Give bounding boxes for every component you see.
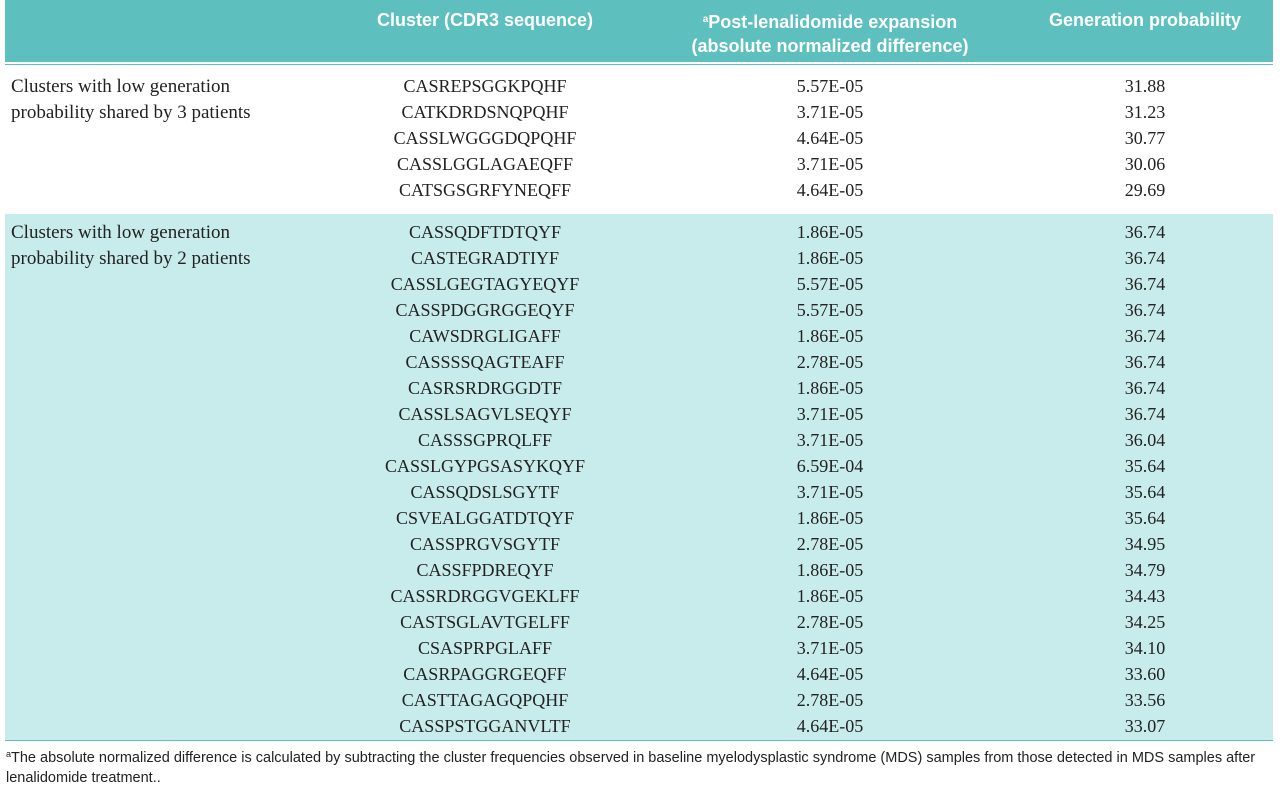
cell-generation: 35.64 <box>1124 482 1166 502</box>
table-row <box>5 454 1273 480</box>
table-row <box>5 714 1273 740</box>
cell-expansion: 1.86E-05 <box>796 508 864 528</box>
cell-generation: 33.60 <box>1124 664 1166 684</box>
table-row <box>5 584 1273 610</box>
table-row <box>5 298 1273 324</box>
cell-generation: 30.06 <box>1124 154 1166 174</box>
header-cluster: Cluster (CDR3 sequence) <box>376 10 594 30</box>
cell-cdr3: CASTTAGAGQPQHF <box>401 690 569 710</box>
header-generation: Generation probability <box>1048 10 1242 30</box>
cell-expansion: 3.71E-05 <box>796 154 864 174</box>
cell-generation: 34.25 <box>1124 612 1166 632</box>
cell-generation: 36.74 <box>1124 378 1166 398</box>
header-rule <box>5 64 1273 65</box>
cell-expansion: 5.57E-05 <box>796 300 864 320</box>
table-header <box>5 0 1273 62</box>
cell-cdr3: CASSRDRGGVGEKLFF <box>390 586 580 606</box>
cell-generation: 31.23 <box>1124 102 1166 122</box>
cell-expansion: 4.64E-05 <box>796 180 864 200</box>
cell-generation: 33.07 <box>1124 716 1166 736</box>
cell-cdr3: CASRPAGGRGEQFF <box>403 664 567 684</box>
table-row <box>5 688 1273 714</box>
cell-expansion: 1.86E-05 <box>796 248 864 268</box>
section-shared-3 <box>5 68 1273 212</box>
cell-expansion: 3.71E-05 <box>796 404 864 424</box>
cell-generation: 34.10 <box>1124 638 1166 658</box>
table-row <box>5 126 1273 152</box>
table-row <box>5 100 1273 126</box>
cell-cdr3: CASSSSQAGTEAFF <box>405 352 565 372</box>
section-rows <box>5 220 1273 740</box>
cell-cdr3: CASSQDFTDTQYF <box>408 222 562 242</box>
cell-cdr3: CASSLGEGTAGYEQYF <box>390 274 580 294</box>
section-label: Clusters with low generation probability shared by 3 patients <box>11 76 251 123</box>
table-row <box>5 152 1273 178</box>
table-row <box>5 480 1273 506</box>
cell-expansion: 1.86E-05 <box>796 586 864 606</box>
cell-expansion: 2.78E-05 <box>796 690 864 710</box>
cell-cdr3: CSASPRPGLAFF <box>417 638 553 658</box>
cell-generation: 36.74 <box>1124 326 1166 346</box>
cell-cdr3: CASSPSTGGANVLTF <box>399 716 571 736</box>
cell-expansion: 2.78E-05 <box>796 534 864 554</box>
table-row <box>5 532 1273 558</box>
cell-cdr3: CASSQDSLSGYTF <box>410 482 560 502</box>
footer-rule <box>5 740 1273 741</box>
cell-expansion: 6.59E-04 <box>796 456 864 476</box>
cell-generation: 35.64 <box>1124 508 1166 528</box>
cell-expansion: 1.86E-05 <box>796 326 864 346</box>
cell-expansion: 1.86E-05 <box>796 560 864 580</box>
table-row <box>5 428 1273 454</box>
cell-cdr3: CASREPSGGKPQHF <box>403 76 567 96</box>
table-row <box>5 402 1273 428</box>
cell-generation: 31.88 <box>1124 76 1166 96</box>
table-row <box>5 220 1273 246</box>
cell-generation: 36.74 <box>1124 300 1166 320</box>
cell-cdr3: CATKDRDSNQPQHF <box>401 102 569 122</box>
section-label: Clusters with low generation probability shared by 2 patients <box>11 222 251 269</box>
table-row <box>5 178 1273 204</box>
cell-cdr3: CASRSRDRGGDTF <box>407 378 563 398</box>
header-expansion-line1: Post-lenalidomide expansion <box>708 12 958 32</box>
header-expansion-footnote-mark: a <box>702 14 709 25</box>
cell-generation: 34.95 <box>1124 534 1166 554</box>
cell-generation: 36.74 <box>1124 274 1166 294</box>
table-row <box>5 662 1273 688</box>
cell-cdr3: CASSFPDREQYF <box>416 560 554 580</box>
cell-generation: 29.69 <box>1124 180 1166 200</box>
cell-generation: 36.74 <box>1124 222 1166 242</box>
table-row <box>5 506 1273 532</box>
header-expansion-line2: (absolute normalized difference) <box>691 36 969 56</box>
cell-cdr3: CASSLWGGGDQPQHF <box>393 128 577 148</box>
cell-cdr3: CASSLSAGVLSEQYF <box>398 404 572 424</box>
cell-expansion: 1.86E-05 <box>796 378 864 398</box>
cell-expansion: 3.71E-05 <box>796 430 864 450</box>
cell-expansion: 5.57E-05 <box>796 274 864 294</box>
table-row <box>5 272 1273 298</box>
table-row <box>5 558 1273 584</box>
cell-generation: 36.04 <box>1124 430 1166 450</box>
cell-expansion: 1.86E-05 <box>796 222 864 242</box>
table-row <box>5 376 1273 402</box>
cell-generation: 36.74 <box>1124 352 1166 372</box>
table-row <box>5 246 1273 272</box>
cell-cdr3: CASSSGPRQLFF <box>417 430 553 450</box>
cell-expansion: 4.64E-05 <box>796 664 864 684</box>
cell-expansion: 2.78E-05 <box>796 352 864 372</box>
cell-cdr3: CASSLGGLAGAEQFF <box>396 154 574 174</box>
cell-cdr3: CATSGSGRFYNEQFF <box>398 180 572 200</box>
cell-cdr3: CASTEGRADTIYF <box>410 248 559 268</box>
cell-expansion: 5.57E-05 <box>796 76 864 96</box>
cell-cdr3: CASSPRGVSGYTF <box>409 534 561 554</box>
section-shared-2 <box>5 214 1273 740</box>
cell-generation: 30.77 <box>1124 128 1166 148</box>
footnote-mark: a <box>6 749 12 759</box>
footnote <box>6 744 1268 788</box>
table-row <box>5 610 1273 636</box>
cell-cdr3: CASSPDGGRGGEQYF <box>395 300 575 320</box>
cell-expansion: 3.71E-05 <box>796 102 864 122</box>
cell-cdr3: CSVEALGGATDTQYF <box>395 508 574 528</box>
cell-cdr3: CASSLGYPGSASYKQYF <box>384 456 586 476</box>
header-expansion <box>665 8 995 58</box>
cell-generation: 36.74 <box>1124 248 1166 268</box>
cell-expansion: 4.64E-05 <box>796 128 864 148</box>
cell-expansion: 3.71E-05 <box>796 482 864 502</box>
footnote-text: The absolute normalized difference is calculated by subtracting the cluster frequencies observed in baseline myelodysplastic syndrome (MDS) samples from those detected in MDS samples after lenalidomide treatment.. <box>6 750 1256 786</box>
table-row <box>5 636 1273 662</box>
cell-generation: 33.56 <box>1124 690 1166 710</box>
table-row <box>5 74 1273 100</box>
cell-cdr3: CASTSGLAVTGELFF <box>400 612 570 632</box>
cell-expansion: 2.78E-05 <box>796 612 864 632</box>
cell-cdr3: CAWSDRGLIGAFF <box>409 326 561 346</box>
table-row <box>5 324 1273 350</box>
section-rows <box>5 74 1273 204</box>
cell-expansion: 3.71E-05 <box>796 638 864 658</box>
cell-generation: 34.43 <box>1124 586 1166 606</box>
table-row <box>5 350 1273 376</box>
cell-generation: 35.64 <box>1124 456 1166 476</box>
cell-expansion: 4.64E-05 <box>796 716 864 736</box>
cell-generation: 36.74 <box>1124 404 1166 424</box>
cell-generation: 34.79 <box>1124 560 1166 580</box>
